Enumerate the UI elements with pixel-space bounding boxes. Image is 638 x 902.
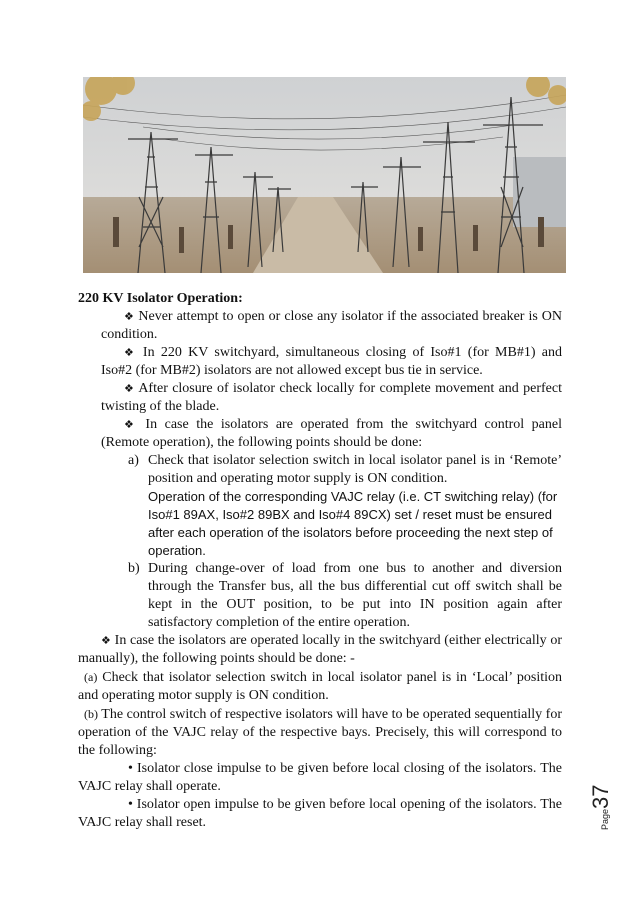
remote-step-b: b) During change-over of load from one bus to another and diversion through the Transfer bus, all the bus differential cut off switch shall be kept in the OUT position, to be put into IN position again after satisfactory completion of the entire operation. bbox=[128, 561, 562, 630]
bullet-item-4: ❖ In case the isolators are operated from the switchyard control panel (Remote operation), the following points should be done: bbox=[101, 417, 562, 450]
remote-step-a: a) Check that isolator selection switch in local isolator panel is in ‘Remote’ position and operating motor supply is ON condition. Operation of the corresponding VAJC relay (i.e. CT switching relay) (for Iso#1 89AX, Iso#2 89BX and Iso#4 89CX) set / reset must be ensured after each operation of the isolators before proceeding the next step of operation. bbox=[128, 453, 562, 558]
diamond-bullet-icon: ❖ bbox=[124, 419, 138, 431]
diamond-bullet-icon: ❖ bbox=[124, 311, 135, 323]
impulse-close: • Isolator close impulse to be given before local closing of the isolators. The VAJC relay shall operate. bbox=[78, 761, 562, 794]
bullet-item-3: ❖ After closure of isolator check locally for complete movement and perfect twisting of the blade. bbox=[101, 381, 562, 414]
page-number: Page37 bbox=[588, 784, 613, 830]
local-intro: ❖ In case the isolators are operated locally in the switchyard (either electrically or manually), the following points should be done: - bbox=[78, 633, 562, 666]
dot-bullet-icon: • bbox=[128, 797, 133, 812]
document-body bbox=[78, 290, 562, 832]
dot-bullet-icon: • bbox=[128, 761, 133, 776]
bullet-item-1: ❖ Never attempt to open or close any isolator if the associated breaker is ON condition. bbox=[101, 309, 562, 342]
diamond-bullet-icon: ❖ bbox=[124, 347, 137, 359]
bullet-item-2: ❖ In 220 KV switchyard, simultaneous closing of Iso#1 (for MB#1) and Iso#2 (for MB#2) isolators are not allowed except bus tie in service. bbox=[101, 345, 562, 378]
substation-photo bbox=[83, 77, 566, 273]
diamond-bullet-icon: ❖ bbox=[101, 635, 112, 647]
diamond-bullet-icon: ❖ bbox=[124, 383, 135, 395]
local-step-b: (b) The control switch of respective isolators will have to be operated sequentially for operation of the VAJC relay of the respective bays. Precisely, this will correspond to the following: bbox=[78, 707, 562, 758]
section-heading: 220 KV Isolator Operation: bbox=[78, 291, 243, 306]
local-step-a: (a) Check that isolator selection switch in local isolator panel is in ‘Local’ position and operating motor supply is ON condition. bbox=[78, 670, 563, 703]
impulse-open: • Isolator open impulse to be given before local opening of the isolators. The VAJC relay shall reset. bbox=[78, 797, 562, 830]
